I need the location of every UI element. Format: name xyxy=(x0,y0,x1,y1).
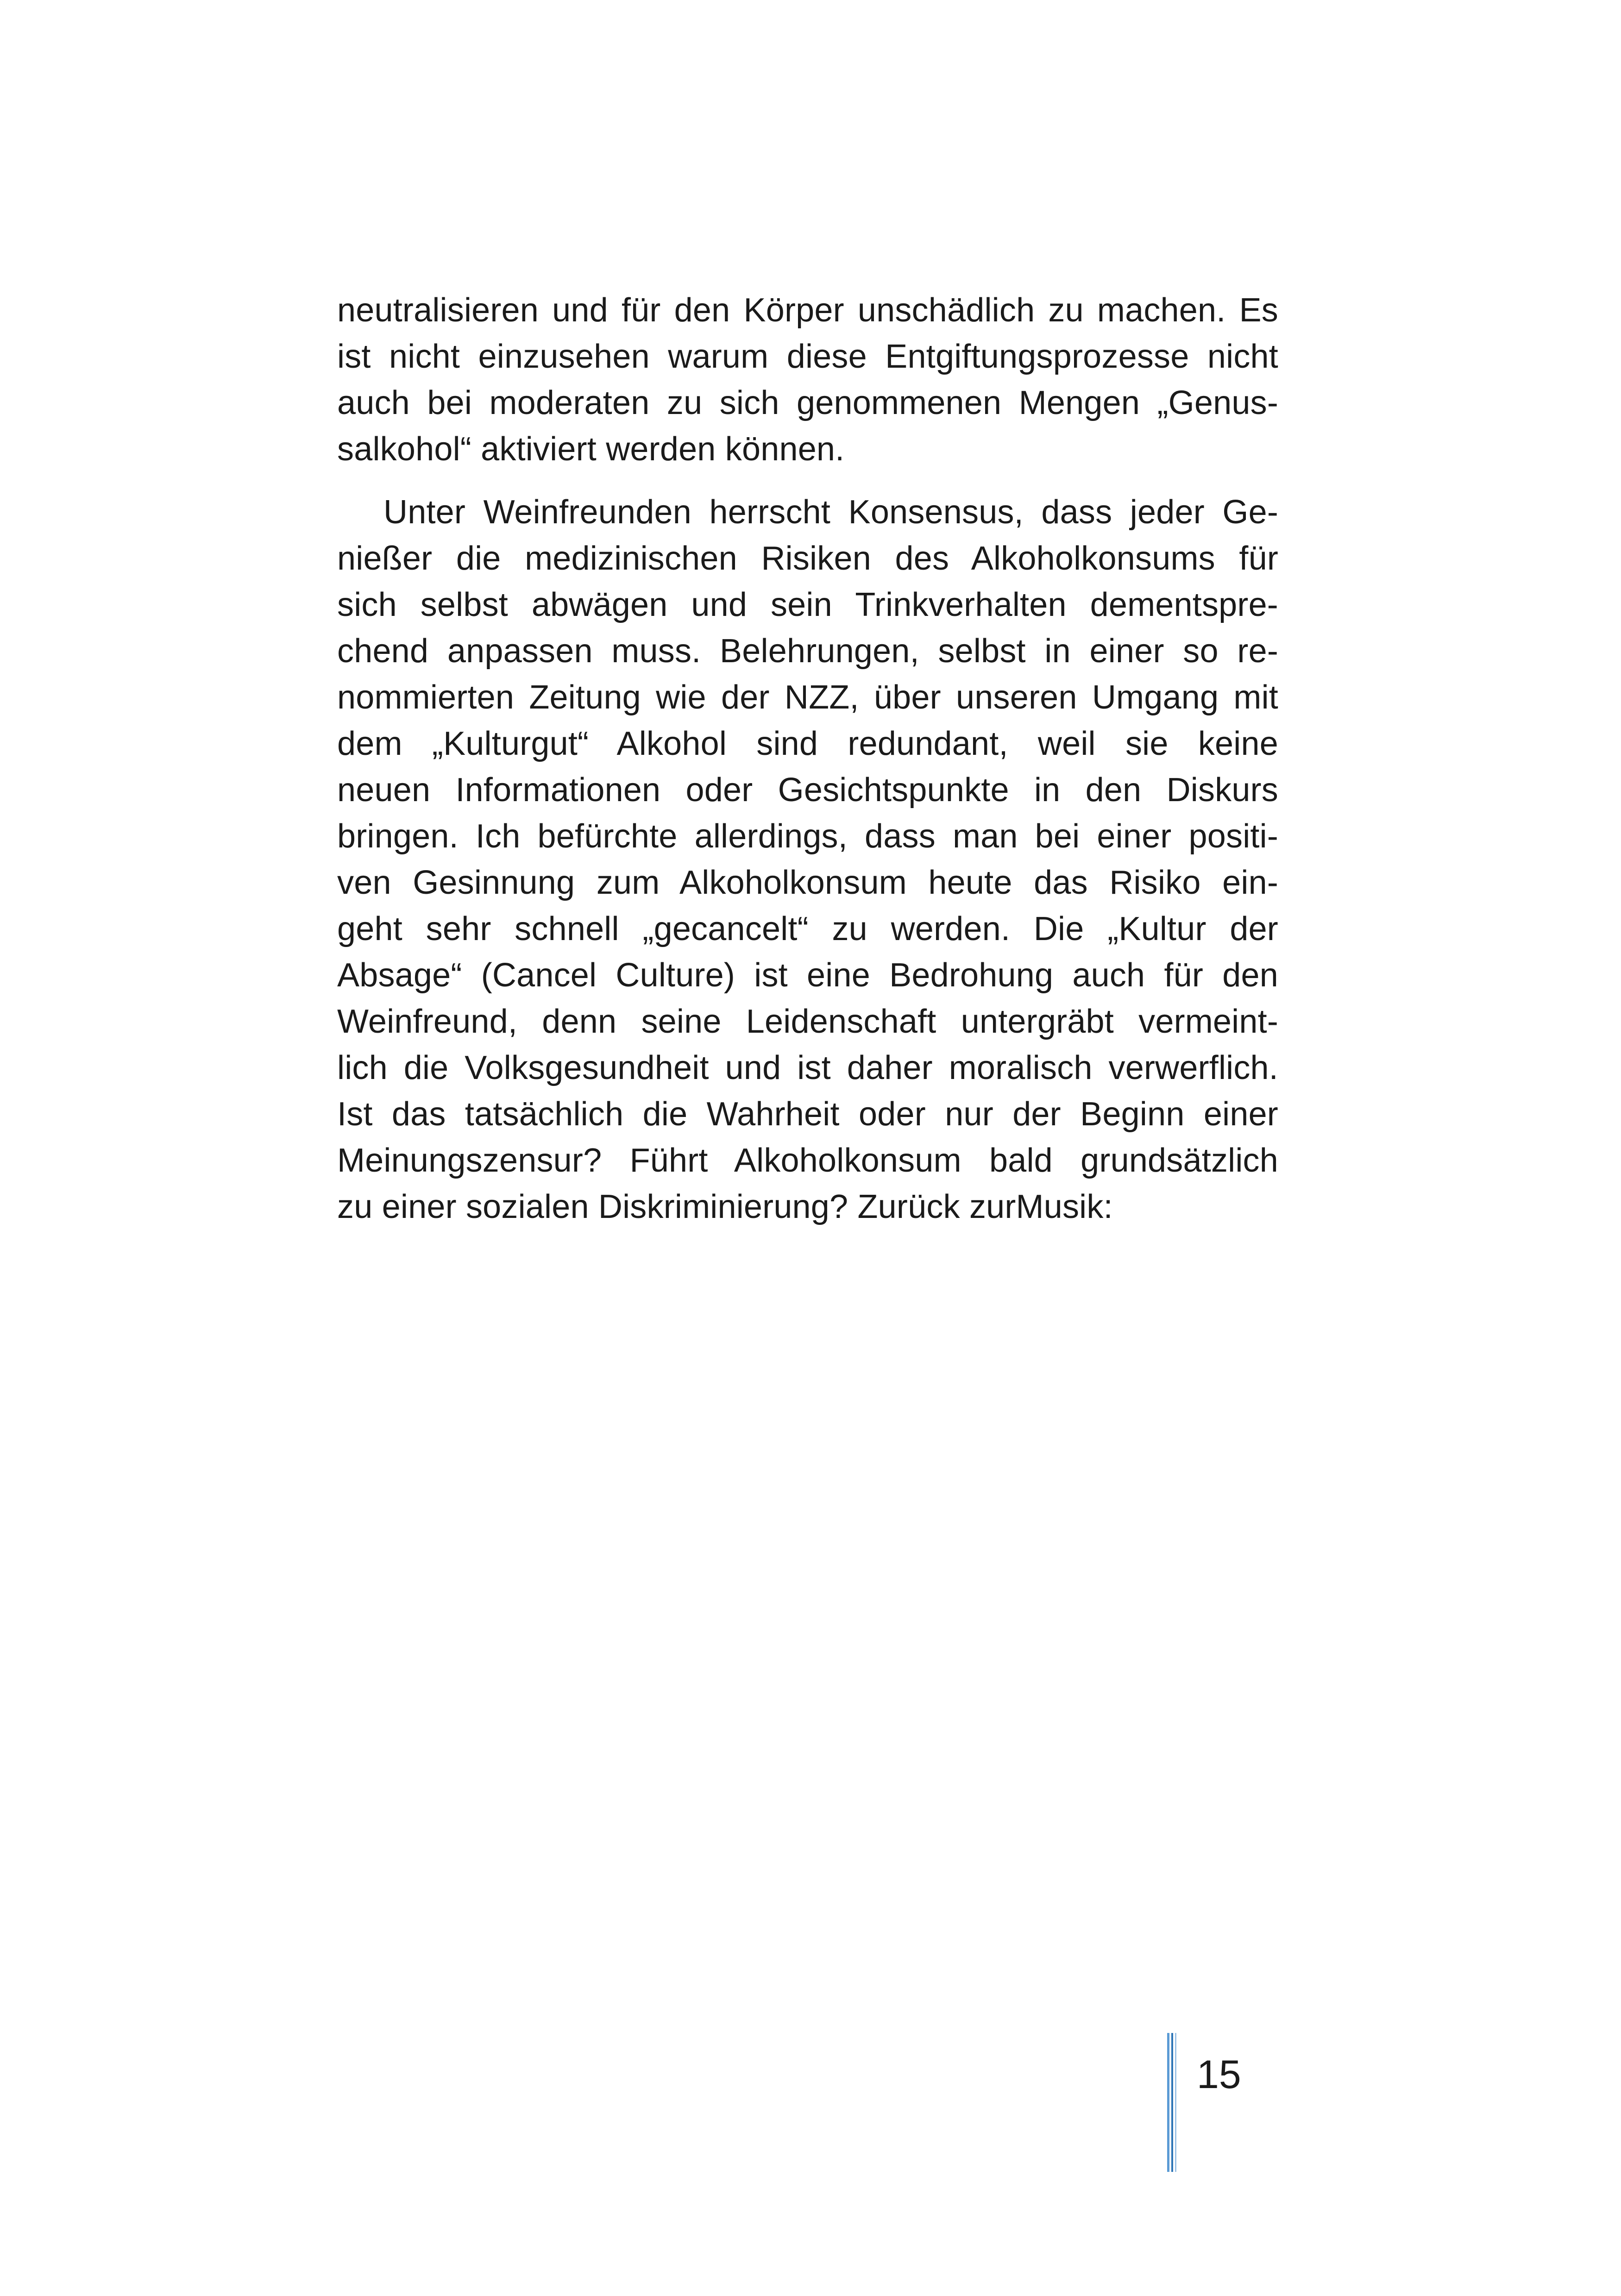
text-line: Absage“ (Cancel Culture) ist eine Bedrohung auch für den xyxy=(337,957,1278,994)
text-line: Unter Weinfreunden herrscht Konsensus, dass jeder Ge- xyxy=(383,494,1278,531)
text-line: ist nicht einzusehen warum diese Entgiftungsprozesse nicht xyxy=(337,338,1278,375)
text-line: nommierten Zeitung wie der NZZ, über unseren Umgang mit xyxy=(337,679,1278,716)
text-line: Meinungszensur? Führt Alkoholkonsum bald grundsätzlich xyxy=(337,1142,1278,1179)
text-line: dem „Kulturgut“ Alkohol sind redundant, weil sie keine xyxy=(337,725,1278,762)
footer-rule-2 xyxy=(1171,2033,1173,2172)
footer-rule-1 xyxy=(1167,2033,1169,2172)
body-text xyxy=(337,287,1278,1230)
text-line: geht sehr schnell „gecancelt“ zu werden. Die „Kultur der xyxy=(337,910,1278,947)
text-line: nießer die medizinischen Risiken des Alkoholkonsums für xyxy=(337,540,1278,577)
text-line: salkohol“ aktiviert werden können. xyxy=(337,431,845,468)
text-line: Ist das tatsächlich die Wahrheit oder nur der Beginn einer xyxy=(337,1096,1278,1133)
page-footer xyxy=(1167,2033,1278,2172)
paragraph-2 xyxy=(337,489,1278,1230)
paragraph-spacer xyxy=(337,472,1278,489)
text-line: auch bei moderaten zu sich genommenen Mengen „Genus- xyxy=(337,384,1278,421)
text-line: neutralisieren und für den Körper unschädlich zu machen. Es xyxy=(337,292,1278,329)
footer-rule-3 xyxy=(1175,2033,1176,2172)
text-line: lich die Volksgesundheit und ist daher moralisch verwerflich. xyxy=(337,1049,1278,1086)
paragraph-1 xyxy=(337,287,1278,472)
text-line: chend anpassen muss. Belehrungen, selbst in einer so re- xyxy=(337,633,1278,670)
text-line: bringen. Ich befürchte allerdings, dass man bei einer positi- xyxy=(337,818,1278,855)
text-line: neuen Informationen oder Gesichtspunkte in den Diskurs xyxy=(337,772,1278,809)
text-line: zu einer sozialen Diskriminierung? Zurück zurMusik: xyxy=(337,1188,1113,1225)
text-line: ven Gesinnung zum Alkoholkonsum heute das Risiko ein- xyxy=(337,864,1278,901)
text-line: Weinfreund, denn seine Leidenschaft untergräbt vermeint- xyxy=(337,1003,1278,1040)
page-number: 15 xyxy=(1197,2052,1241,2097)
text-line: sich selbst abwägen und sein Trinkverhalten dementspre- xyxy=(337,586,1278,623)
